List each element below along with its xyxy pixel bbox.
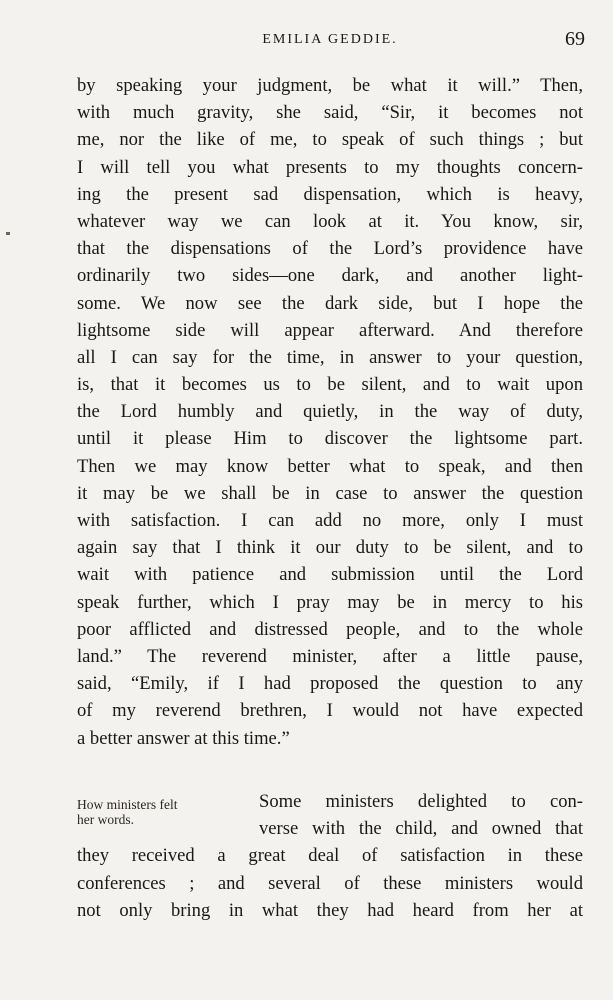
text-line: it may be we shall be in case to answer the question [77, 482, 583, 504]
text-line: with satisfaction. I can add no more, only I must [77, 510, 583, 531]
margin-speck [6, 232, 10, 235]
text-line: lightsome side will appear afterward. And therefore [77, 319, 583, 341]
text-line: by speaking your judgment, be what it will.” Then, [77, 75, 583, 96]
margin-note-line: her words. [77, 812, 134, 827]
text-line: a better answer at this time.” [77, 727, 290, 749]
running-title: EMILIA GEDDIE. [262, 32, 398, 47]
text-line: land.” The reverend minister, after a little pause, [77, 645, 583, 667]
text-line: poor afflicted and distressed people, and to the whole [77, 618, 583, 640]
text-line: Some ministers delighted to con- [259, 791, 583, 812]
text-line: speak further, which I pray may be in mercy to his [77, 591, 583, 613]
text-line: me, nor the like of me, to speak of such things ; but [77, 129, 583, 151]
section-paragraph [77, 788, 583, 924]
text-line: conferences ; and several of these ministers would [77, 872, 583, 894]
text-line: the Lord humbly and quietly, in the way of duty, [77, 401, 583, 423]
text-line: all I can say for the time, in answer to your question, [77, 346, 583, 368]
page-number: 69 [565, 28, 585, 50]
text-line: Then we may know better what to speak, and then [77, 455, 583, 477]
text-line: again say that I think it our duty to be silent, and to [77, 537, 583, 559]
text-line: not only bring in what they had heard from her at [77, 899, 583, 921]
text-line: ordinarily two sides—one dark, and another light- [77, 265, 583, 287]
text-line: they received a great deal of satisfaction in these [77, 845, 583, 867]
running-head [75, 30, 585, 54]
text-line: whatever way we can look at it. You know, sir, [77, 210, 583, 232]
text-line: with much gravity, she said, “Sir, it becomes not [77, 102, 583, 124]
margin-note [77, 797, 178, 827]
margin-note-line: How ministers felt [77, 797, 178, 812]
text-line: some. We now see the dark side, but I hope the [77, 292, 583, 314]
text-line: until it please Him to discover the lightsome part. [77, 428, 583, 450]
text-line: is, that it becomes us to be silent, and to wait upon [77, 374, 583, 396]
text-line: wait with patience and submission until the Lord [77, 564, 583, 586]
text-line: of my reverend brethren, I would not have expected [77, 700, 583, 722]
text-line: that the dispensations of the Lord’s providence have [77, 238, 583, 260]
text-line: ing the present sad dispensation, which is heavy, [77, 183, 583, 205]
text-line: I will tell you what presents to my thoughts concern- [77, 156, 583, 178]
text-line: verse with the child, and owned that [259, 818, 583, 840]
text-line: said, “Emily, if I had proposed the question to any [77, 673, 583, 695]
body-paragraph [77, 72, 583, 752]
